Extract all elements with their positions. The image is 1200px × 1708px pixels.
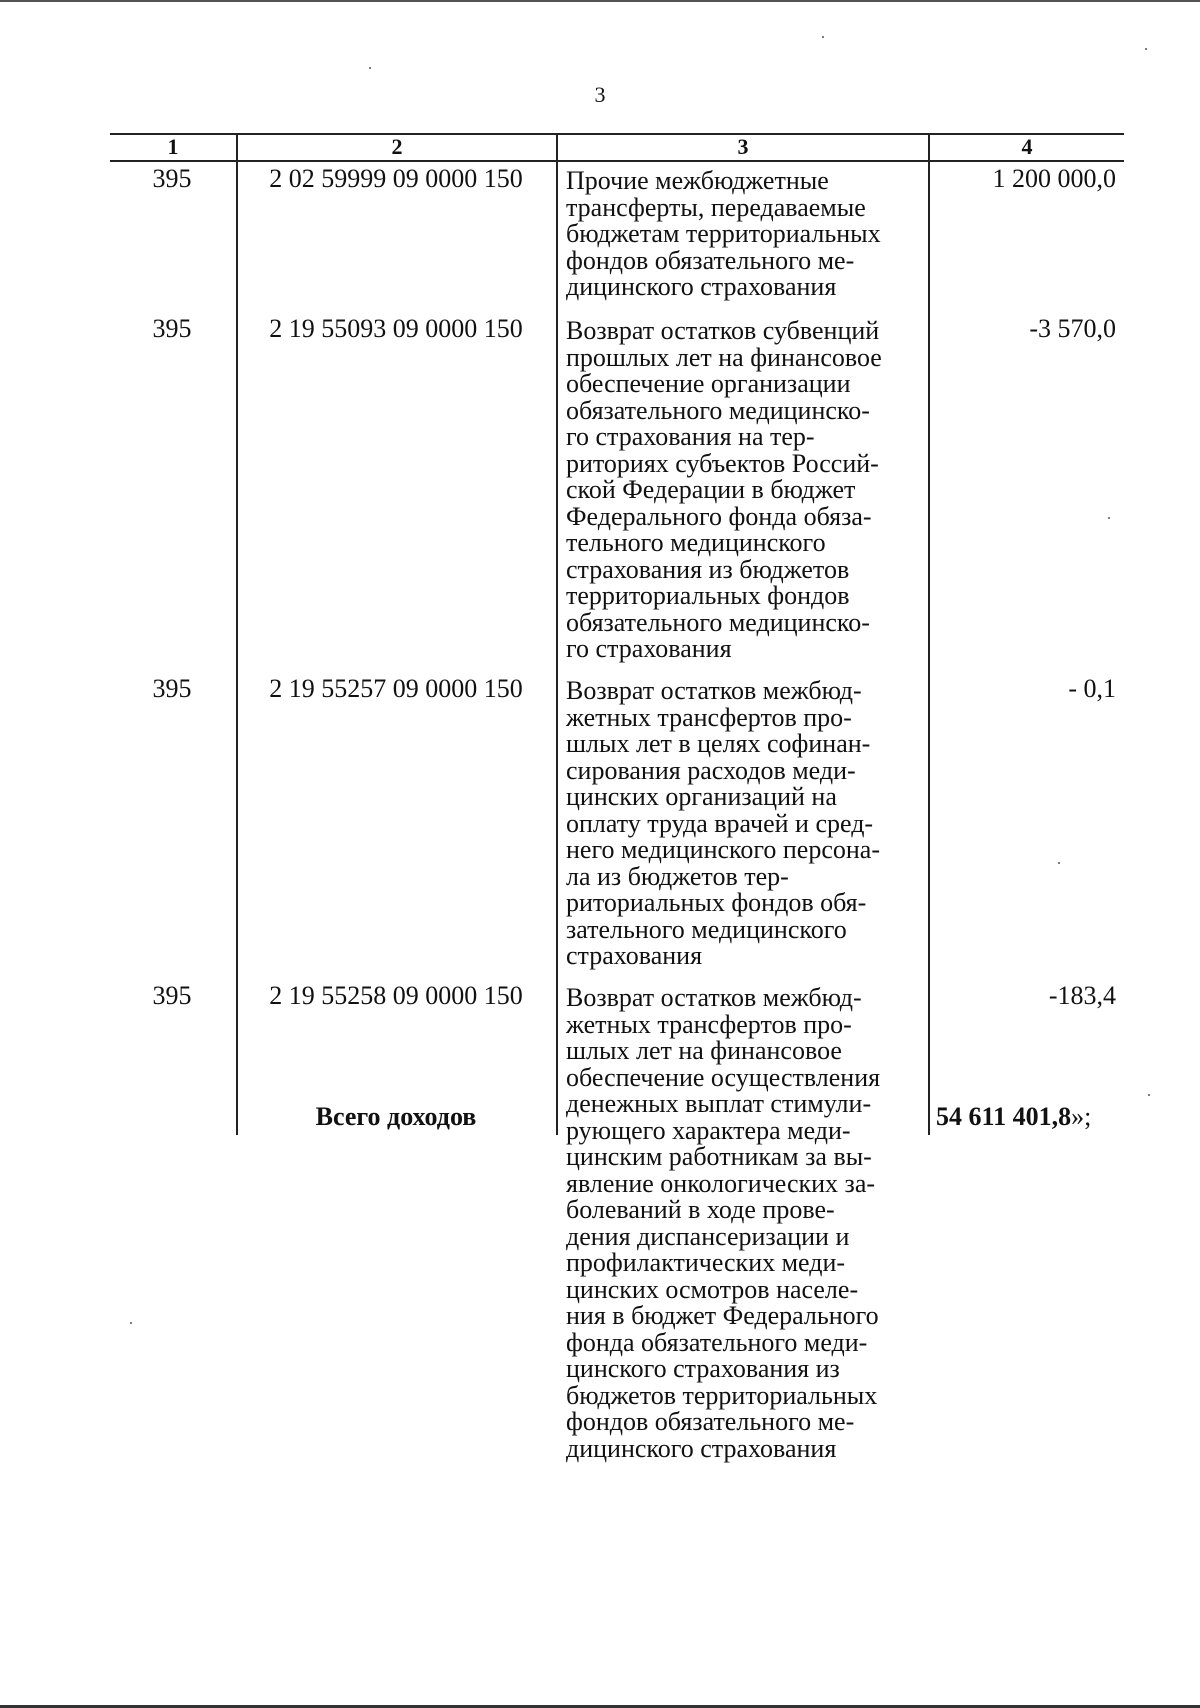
row-4-desc-line: рующего характера меди- [566, 1115, 851, 1145]
row-2-desc-line: обязательного медицинско- [566, 395, 870, 425]
row-4-desc-line: шлых лет на финансовое [566, 1036, 842, 1065]
row-1-desc-line: дицинского страхования [566, 272, 837, 301]
row-3-desc-line: сирования расходов меди- [566, 755, 856, 785]
total-amount [936, 1104, 1116, 1131]
row-2-desc-line: страхования из бюджетов [566, 554, 850, 584]
row-3-description [566, 678, 926, 970]
scan-speck [1148, 1094, 1150, 1096]
header-col-1: 1 [167, 134, 179, 159]
header-col-2: 2 [391, 134, 403, 159]
total-suffix: »; [1071, 1102, 1092, 1131]
row-3-desc-line: страхования [566, 941, 703, 970]
row-1-desc-line: фондов обязательного ме- [566, 245, 855, 275]
row-3-desc-line: шлых лет в целях софинан- [566, 729, 871, 758]
total-value: 54 611 401,8 [936, 1102, 1072, 1131]
row-3-desc-line: Возврат остатков межбюд- [566, 676, 862, 705]
row-2-desc-line: Возврат остатков субвенций [566, 316, 880, 345]
row-4-desc-line: ния в бюджет Федерального [566, 1301, 879, 1330]
row-2-amount: -3 570,0 [1029, 314, 1116, 343]
row-3-desc-line: жетных трансфертов про- [566, 702, 852, 732]
row-2-desc-line: территориальных фондов [566, 581, 850, 610]
column-divider-3 [928, 133, 930, 1135]
header-bottom-rule [110, 160, 1124, 162]
row-1-description [566, 168, 926, 301]
column-divider-2 [556, 133, 558, 1135]
scan-speck [130, 1322, 132, 1324]
scan-speck [822, 36, 824, 38]
row-2-desc-line: обеспечение организации [566, 369, 851, 398]
scan-speck [1108, 517, 1110, 519]
scan-top-edge [0, 0, 1200, 2]
row-3-code: 2 19 55257 09 0000 150 [269, 674, 523, 703]
row-2-description [566, 318, 926, 663]
row-2-desc-line: Федерального фонда обяза- [566, 501, 872, 531]
header-top-rule [110, 133, 1124, 135]
total-label: Всего доходов [315, 1102, 477, 1131]
row-1-desc-line: бюджетам территориальных [566, 219, 881, 248]
row-2-col1: 395 [152, 314, 192, 343]
row-3-desc-line: цинских организаций на [566, 782, 837, 811]
row-4-desc-line: цинских осмотров населе- [566, 1274, 859, 1304]
row-1-code: 2 02 59999 09 0000 150 [269, 164, 523, 193]
row-1-desc-line: трансферты, передаваемые [566, 192, 866, 222]
scan-speck [1145, 48, 1147, 50]
row-4-desc-line: фондов обязательного ме- [566, 1407, 855, 1436]
row-2-desc-line: тельного медицинского [566, 528, 826, 557]
row-4-desc-line: профилактических меди- [566, 1248, 846, 1277]
scan-speck [1058, 862, 1060, 864]
row-3-desc-line: ла из бюджетов тер- [566, 861, 789, 891]
row-4-desc-line: явление онкологических за- [566, 1168, 876, 1198]
row-4-code: 2 19 55258 09 0000 150 [269, 981, 523, 1010]
row-4-desc-line: обеспечение осуществления [566, 1062, 881, 1092]
row-4-desc-line: дицинского страхования [566, 1433, 837, 1463]
row-2-desc-line: го страхования на тер- [566, 422, 815, 451]
row-4-desc-line: болеваний в ходе прове- [566, 1195, 835, 1224]
row-4-desc-line: фонда обязательного меди- [566, 1327, 868, 1357]
row-4-desc-line: цинского страхования из [566, 1354, 840, 1383]
row-2-desc-line: обязательного медицинско- [566, 607, 870, 637]
row-3-col1: 395 [152, 674, 192, 703]
page-number: 3 [594, 82, 606, 107]
row-2-desc-line: прошлых лет на финансовое [566, 342, 882, 372]
row-1-amount: 1 200 000,0 [992, 164, 1116, 193]
row-2-desc-line: риториях субъектов Россий- [566, 448, 879, 478]
row-2-desc-line: го страхования [566, 634, 732, 663]
scan-speck [369, 67, 371, 69]
row-3-desc-line: зательного медицинского [566, 914, 847, 944]
row-3-desc-line: него медицинского персона- [566, 835, 880, 864]
row-2-code: 2 19 55093 09 0000 150 [269, 314, 523, 343]
row-1-col1: 395 [152, 164, 192, 193]
row-2-desc-line: ской Федерации в бюджет [566, 475, 856, 504]
row-3-desc-line: риториальных фондов обя- [566, 888, 867, 917]
row-4-desc-line: Возврат остатков межбюд- [566, 983, 862, 1012]
row-3-desc-line: оплату труда врачей и сред- [566, 808, 874, 838]
row-4-amount: -183,4 [1048, 981, 1116, 1010]
row-4-description [566, 985, 926, 1462]
row-4-desc-line: бюджетов территориальных [566, 1380, 878, 1410]
row-4-desc-line: денежных выплат стимули- [566, 1089, 872, 1118]
row-1-desc-line: Прочие межбюджетные [566, 166, 829, 195]
header-col-4: 4 [1021, 134, 1033, 159]
row-4-desc-line: цинским работникам за вы- [566, 1142, 872, 1171]
row-4-desc-line: жетных трансфертов про- [566, 1009, 852, 1039]
row-4-desc-line: дения диспансеризации и [566, 1221, 850, 1251]
row-3-amount: - 0,1 [1068, 674, 1116, 703]
header-col-3: 3 [737, 134, 749, 159]
row-4-col1: 395 [152, 981, 192, 1010]
